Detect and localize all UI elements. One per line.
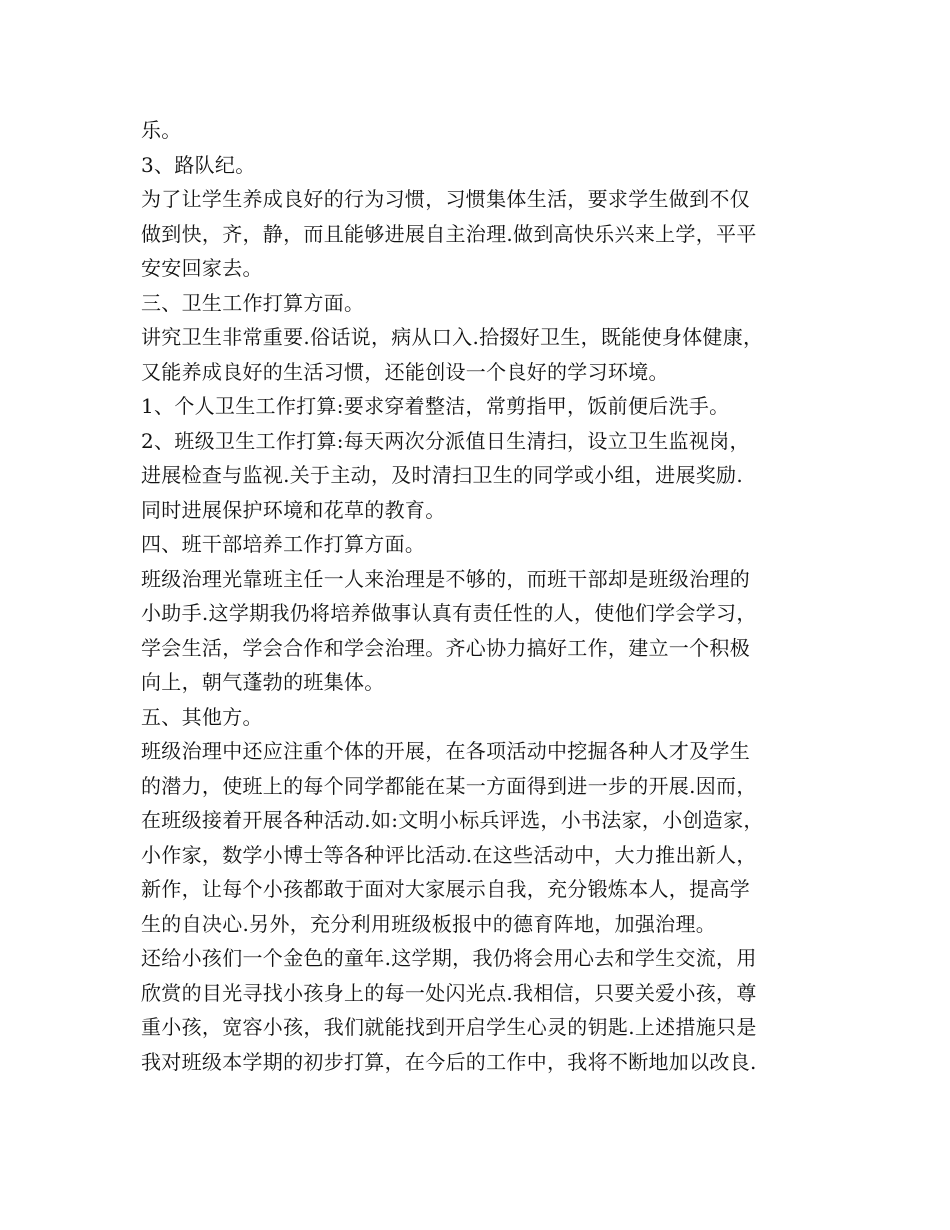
- text-line: 班级治理中还应注重个体的开展，在各项活动中挖掘各种人才及学生: [141, 739, 750, 763]
- section-heading-other: 五、其他方。: [141, 704, 263, 729]
- text-line: 学会生活，学会合作和学会治理。齐心协力搞好工作，建立一个积极: [141, 635, 750, 660]
- section-heading-hygiene: 三、卫生工作打算方面。: [141, 290, 365, 315]
- text-line: 为了让学生养成良好的行为习惯，习惯集体生活，要求学生做到不仅: [141, 187, 750, 211]
- text-line: 在班级接着开展各种活动.如:文明小标兵评选，小书法家，小创造家，: [141, 808, 764, 832]
- text-line: 还给小孩们一个金色的童年.这学期，我仍将会用心去和学生交流，用: [141, 946, 757, 970]
- text-line: 同时进展保护环境和花草的教育。: [141, 497, 446, 522]
- text-line: 向上，朝气蓬勃的班集体。: [141, 670, 385, 694]
- section-heading-road-discipline: 3、路队纪。: [141, 152, 256, 177]
- text-line: 欣赏的目光寻找小孩身上的每一处闪光点.我相信，只要关爱小孩，尊: [141, 980, 757, 1005]
- text-line: 重小孩，宽容小孩，我们就能找到开启学生心灵的钥匙.上述措施只是: [141, 1015, 757, 1039]
- text-line: 做到快，齐，静，而且能够进展自主治理.做到高快乐兴来上学，平平: [141, 221, 757, 246]
- text-line: 我对班级本学期的初步打算，在今后的工作中，我将不断地加以改良.: [141, 1049, 757, 1074]
- document-body: [141, 113, 831, 1079]
- list-item-personal-hygiene: 1、个人卫生工作打算:要求穿着整洁，常剪指甲，饭前便后洗手。: [141, 394, 730, 418]
- list-item-class-hygiene: 2、班级卫生工作打算:每天两次分派值日生清扫，设立卫生监视岗，: [141, 428, 750, 453]
- text-line: 安安回家去。: [141, 256, 263, 280]
- text-line: 小作家，数学小博士等各种评比活动.在这些活动中，大力推出新人，: [141, 842, 757, 867]
- text-line: 生的自决心.另外，充分利用班级板报中的德育阵地，加强治理。: [141, 911, 717, 936]
- section-heading-class-cadres: 四、班干部培养工作打算方面。: [141, 532, 426, 556]
- text-line: 小助手.这学期我仍将培养做事认真有责任性的人，使他们学会学习，: [141, 601, 757, 625]
- text-line: 讲究卫生非常重要.俗话说，病从口入.拾掇好卫生，既能使身体健康，: [141, 325, 764, 349]
- text-line: 又能养成良好的生活习惯，还能创设一个良好的学习环境。: [141, 359, 669, 384]
- text-line: 进展检查与监视.关于主动，及时清扫卫生的同学或小组，进展奖励.: [141, 463, 744, 487]
- text-line: 乐。: [141, 118, 182, 142]
- text-line: 班级治理光靠班主任一人来治理是不够的，而班干部却是班级治理的: [141, 566, 750, 591]
- text-line: 的潜力，使班上的每个同学都能在某一方面得到进一步的开展.因而，: [141, 773, 757, 798]
- text-line: 新作，让每个小孩都敢于面对大家展示自我，充分锻炼本人，提高学: [141, 877, 750, 901]
